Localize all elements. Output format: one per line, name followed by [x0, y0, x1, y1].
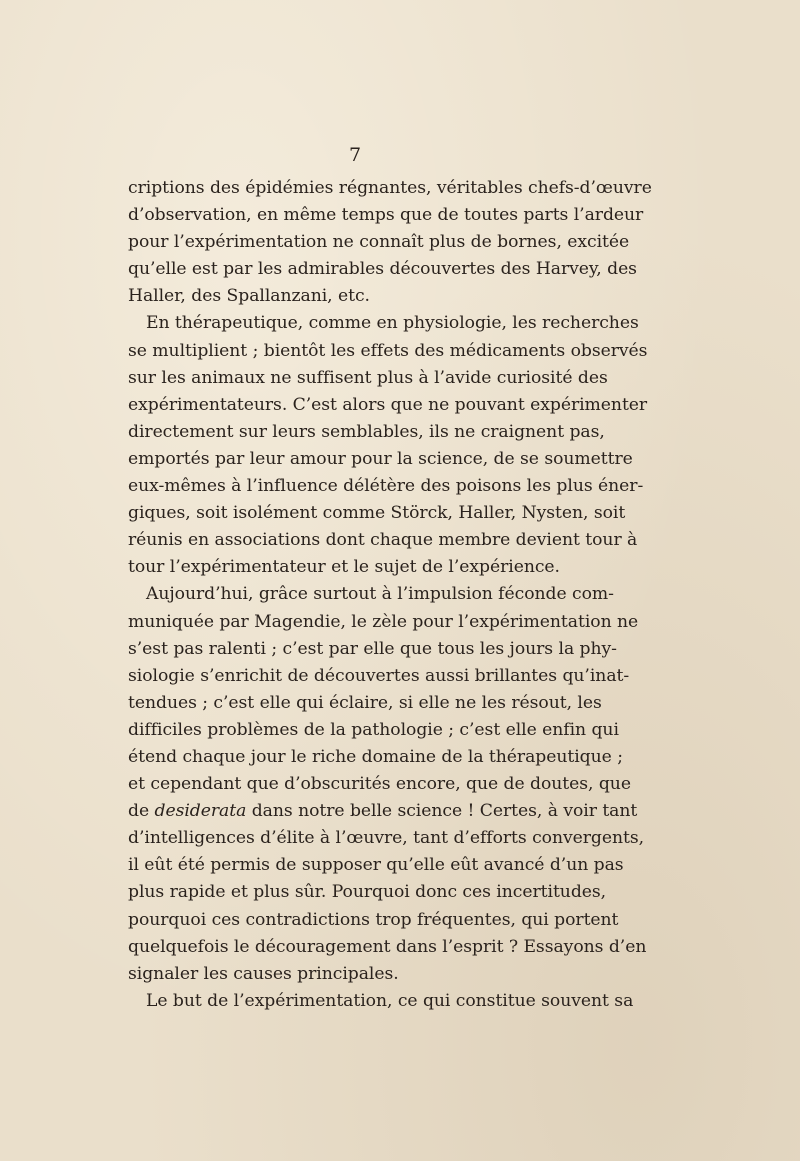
text-segment: de	[128, 801, 155, 822]
italic-text: desiderata	[154, 801, 247, 822]
text-segment: plus rapide et plus sûr. Pourquoi donc ces incertitudes,	[128, 882, 607, 903]
text-segment: quelquefois le découragement dans l’esprit ? Essayons d’en	[128, 936, 647, 957]
text-segment: criptions des épidémies régnantes, véritables chefs-d’œuvre	[128, 178, 652, 198]
text-line	[128, 419, 605, 446]
text-segment: d’intelligences d’élite à l’œuvre, tant d’efforts convergents,	[128, 828, 645, 849]
text-line	[128, 663, 630, 690]
text-line	[128, 988, 634, 1015]
text-segment: sur les animaux ne suffisent plus à l’avide curiosité des	[128, 367, 608, 388]
text-segment: eux-mêmes à l’influence délétère des poisons les plus éner-	[128, 476, 644, 497]
text-line	[128, 609, 639, 636]
text-segment: tour l’expérimentateur et le sujet de l’expérience.	[128, 557, 560, 578]
text-segment: réunis en associations dont chaque membre devient tour à	[128, 530, 638, 551]
text-segment: il eût été permis de supposer qu’elle eût avancé d’un pas	[128, 855, 624, 876]
text-segment: giques, soit isolément comme Störck, Haller, Nysten, soit	[128, 503, 626, 524]
text-segment: muniquée par Magendie, le zèle pour l’expérimentation ne	[128, 611, 639, 632]
text-segment: Le but de l’expérimentation, ce qui constitue souvent sa	[146, 990, 634, 1011]
text-segment: pourquoi ces contradictions trop fréquentes, qui portent	[128, 909, 619, 930]
text-segment: Aujourd’hui, grâce surtout à l’impulsion féconde com-	[146, 584, 614, 605]
text-segment: difficiles problèmes de la pathologie ; c’est elle enfin qui	[128, 719, 619, 740]
text-line	[128, 365, 608, 392]
text-line	[128, 825, 645, 852]
text-line	[128, 392, 648, 419]
text-line	[128, 446, 633, 473]
text-line	[128, 852, 624, 879]
text-line	[128, 717, 619, 744]
text-line	[128, 636, 617, 663]
text-segment: d’observation, en même temps que de toutes parts l’ardeur	[128, 205, 644, 226]
text-line	[128, 961, 584, 988]
text-line	[128, 527, 638, 554]
text-line	[128, 744, 623, 771]
text-line	[128, 256, 637, 283]
body-text	[128, 175, 652, 1015]
text-line	[128, 500, 626, 527]
text-line	[128, 934, 647, 961]
text-line	[128, 581, 614, 608]
text-segment: et cependant que d’obscurités encore, que de doutes, que	[128, 774, 631, 795]
text-segment: expérimentateurs. C’est alors que ne pouvant expérimenter	[128, 394, 648, 415]
text-line	[128, 338, 648, 365]
text-segment: directement sur leurs semblables, ils ne craignent pas,	[128, 421, 605, 442]
text-segment: s’est pas ralenti ; c’est par elle que tous les jours la phy-	[128, 638, 617, 659]
text-segment: emportés par leur amour pour la science, de se soumettre	[128, 448, 633, 469]
text-segment: tendues ; c’est elle qui éclaire, si elle ne les résout, les	[128, 692, 602, 713]
text-segment: se multiplient ; bientôt les effets des médicaments observés	[128, 340, 648, 361]
text-line	[128, 202, 644, 229]
text-line	[128, 771, 631, 798]
text-segment: dans notre belle science ! Certes, à voir tant	[246, 801, 638, 822]
text-segment: pour l’expérimentation ne connaît plus de bornes, excitée	[128, 232, 630, 253]
text-segment: Haller, des Spallanzani, etc.	[128, 286, 370, 307]
text-segment: siologie s’enrichit de découvertes aussi brillantes qu’inat-	[128, 665, 630, 686]
text-segment: En thérapeutique, comme en physiologie, les recherches	[146, 313, 639, 334]
text-line	[128, 283, 584, 310]
text-line	[128, 310, 639, 337]
page-number: 7	[348, 144, 362, 166]
text-line	[128, 798, 638, 825]
text-segment: étend chaque jour le riche domaine de la thérapeutique ;	[128, 746, 623, 767]
text-line	[128, 554, 584, 581]
text-line	[128, 175, 652, 202]
text-segment: signaler les causes principales.	[128, 963, 399, 984]
text-line	[128, 229, 630, 256]
text-segment: qu’elle est par les admirables découvertes des Harvey, des	[128, 259, 637, 280]
text-line	[128, 879, 607, 906]
text-line	[128, 473, 644, 500]
text-line	[128, 690, 602, 717]
text-line	[128, 907, 619, 934]
